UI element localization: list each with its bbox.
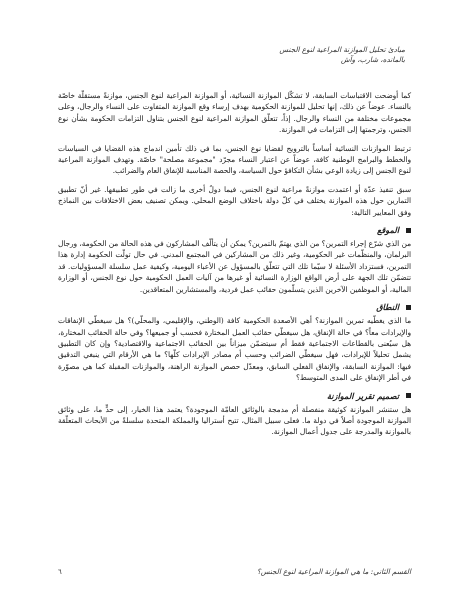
paragraph-3: سبق تنفيذ عدّة أو اعتمدت موازنةً مراعية لنوع الجنس، فيما دولٌ أخرى ما زالت في طور تطبيقها. غير أنّ تطبيق التمارين حول هذه الموازنة يختلف في كلّ دولة باختلاف الوضع المحلي. ويمكن تصنيف بعض الاختلافات بين النماذج وفق المعايير التالية:: [58, 184, 411, 217]
running-header: [205, 45, 405, 65]
section-text-location: من الذي شرّع إجراء التمرين؟ من الذي يهتمّ بالتمرين؟ يمكن أن يتألّف المشاركون في هذه الحالة من الحكومة، ورجال البرلمان، والمنظّمات غير الحكومية، وغير ذلك من المشاركين في المجتمع المدني. في حال تولّت الحكومة إدارة هذا التمرين، فستزداد الأسئلة لا سيّما تلك التي تتعلّق بالمسؤول عن الأعباء اليومية، وكيفية عمل سلسلة المسؤوليات. قد تتضمّن تلك الجهة على أرض الواقع الوزارة النسائية أو غيرها من آليات العمل الحكومية حول نوع الجنس، أو الوزارة المالية، أو الموظفين الآخرين الذين يتسلّمون حقائب عمل فردية، والمستشارين المتعاقدين.: [58, 239, 411, 294]
section-text-report-design: هل ستنشر الموازنة كوثيقة منفصلة أم مدمجة بالوثائق العامّة الموجودة؟ يعتمد هذا الخيار، إلى حدٍّ ما، على وثائق الموازنة الموجودة أصلاً في دولة ما. فعلى سبيل المثال، تتيح أستراليا والمملكة المتحدة سلسلةً من الأبحاث المتعلّقة بالموازنة والمدرجة على جدول أعمال الموازنة.: [58, 404, 411, 437]
header-author: بالمانده، شارب، وآش: [340, 55, 405, 64]
section-text-scope: ما الذي يغطّيه تمرين الموازنة؟ أهي الأصعدة الحكومية كافة (الوطني، والإقليمي، والمحلّي)؟ هل سيغطّي الإنفاقات والإيرادات معاً؟ في حالة الإنفاق، هل سيغطّي حقائب العمل المختارة فحسب أو جميعها؟ وفي حالة الحقائب المختارة، هل سيُعنى بالقطاعات الاجتماعية فقط أم سيتضمّن ميزاناً بين الحقائب الاجتماعية والاقتصادية؟ وإن كان التطبيق يشمل تحليلاً للإيرادات، فهل سيغطّي الضرائب وحسب أم مصادر الإيرادات كلّها؟ ما هي الأرقام التي ينبغي التدقيق فيها: الموازنة السابقة، والإنفاق الفعلي السابق، ومعدّل حصص الموازنة الراهنة، والموازنات المقبلة كما هي مصوّرة في أطر الإنفاق على المدى المتوسط؟: [58, 316, 412, 383]
body-text: [58, 90, 411, 445]
page-number: ٦: [58, 567, 62, 576]
paragraph-1: كما أوضحت الاقتباسات السابقة، لا تشكّل الموازنة النسائية، أو الموازنة المراعية لنوع الجنس، موازنةً مستقلّة خاصّة بالنساء. عوضاً عن ذلك، إنها تحليل للموازنة الحكومية بهدف إرساء وقع الموازنة المتفاوت على النساء والرجال، وعلى مجموعات مختلفة من النساء والرجال. إذاً، تتعلّق الموازنة المراعية لنوع الجنس بتناول التزامات الحكومة بشأن نوع الجنس، وترجمتها إلى التزامات في الموازنة.: [58, 91, 411, 135]
section-heading-location: [58, 225, 411, 235]
square-bullet-icon: [406, 305, 411, 310]
section-heading-report-design: [58, 391, 411, 401]
section-heading-scope: [58, 302, 411, 312]
section-heading-text: تصميم تقرير الموازنة: [326, 390, 399, 401]
paragraph-2: ترتبط الموازنات النسائية أساساً بالترويج لقضايا نوع الجنس، بما في ذلك تأمين اندماج هذه القضايا في السياسات والخطط والبرامج الوطنية كافة، عوضاً عن اعتبار النساء مجرّد "مجموعة مصلحة" خاصّة. وتهدف الموازنة المراعية لنوع الجنس إلى زيادة الوعي بشأن التكافؤ حول السياسة، والحصة المناسبة للإنفاق العام والضرائب.: [58, 143, 411, 176]
square-bullet-icon: [406, 393, 411, 398]
header-title: مبادئ تحليل الموازنة المراعية لنوع الجنس: [279, 45, 405, 54]
footer-section-title: القسم الثاني: ما هي الموازنة المراعية لنوع الجنس؟: [256, 567, 411, 576]
section-heading-text: الموقع: [376, 225, 399, 236]
section-heading-text: النطاق: [376, 302, 399, 313]
running-footer: [58, 567, 411, 577]
square-bullet-icon: [406, 228, 411, 233]
